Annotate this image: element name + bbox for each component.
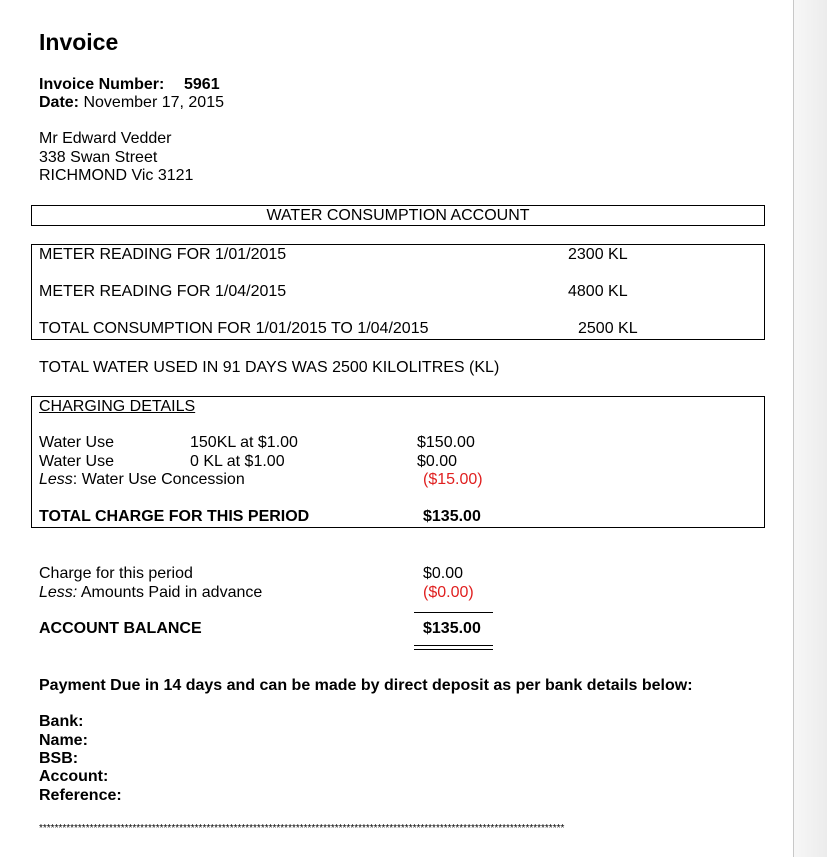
meter-row-value: 2300 KL [568, 246, 628, 263]
invoice-date-label: Date: [39, 94, 80, 111]
paid-label: Amounts Paid in advance [77, 584, 263, 601]
reference-label: Reference: [39, 787, 122, 804]
account-label: Account: [39, 768, 109, 785]
charge-period-amount: $0.00 [423, 565, 464, 582]
charge-row-detail: 0 KL at $1.00 [190, 453, 285, 470]
bank-label: Bank: [39, 713, 84, 730]
meter-row-label: METER READING FOR 1/04/2015 [39, 283, 287, 300]
paid-advance-row [39, 584, 262, 602]
double-rule-bottom [414, 649, 493, 650]
bsb-label: BSB: [39, 750, 79, 767]
total-charge-label: TOTAL CHARGE FOR THIS PERIOD [39, 508, 310, 525]
charge-row-detail: 150KL at $1.00 [190, 434, 298, 451]
invoice-number-value: 5961 [184, 76, 220, 93]
payment-note: Payment Due in 14 days and can be made by direct deposit as per bank details below: [39, 677, 693, 694]
account-balance-amount: $135.00 [423, 620, 481, 637]
total-consumption-value: 2500 KL [578, 320, 638, 337]
double-rule-top [414, 645, 493, 646]
customer-street: 338 Swan Street [39, 149, 158, 166]
separator-line: *************************************************************************************************************************************** [39, 823, 565, 834]
charge-row-amount: $150.00 [417, 434, 475, 451]
concession-row [39, 471, 245, 489]
meter-row-label: METER READING FOR 1/01/2015 [39, 246, 287, 263]
concession-prefix: Less [39, 471, 73, 488]
bank-name-label: Name: [39, 732, 88, 749]
charge-period-label: Charge for this period [39, 565, 193, 582]
charge-row-label: Water Use [39, 453, 114, 470]
invoice-date-value: November 17, 2015 [83, 94, 224, 111]
usage-summary: TOTAL WATER USED IN 91 DAYS WAS 2500 KILOLITRES (KL) [39, 359, 500, 376]
paid-advance-amount: ($0.00) [423, 584, 474, 601]
invoice-number-label: Invoice Number: [39, 76, 165, 93]
viewer-background [794, 0, 827, 857]
concession-amount: ($15.00) [423, 471, 483, 488]
invoice-title: Invoice [39, 29, 119, 55]
concession-label: : Water Use Concession [72, 471, 245, 488]
total-consumption-label: TOTAL CONSUMPTION FOR 1/01/2015 TO 1/04/2015 [39, 320, 429, 337]
account-balance-label: ACCOUNT BALANCE [39, 620, 202, 637]
account-header: WATER CONSUMPTION ACCOUNT [266, 207, 530, 224]
subtotal-rule [414, 612, 493, 613]
paid-prefix: Less: [39, 584, 78, 601]
total-charge-amount: $135.00 [423, 508, 481, 525]
invoice-date [39, 94, 224, 112]
customer-city: RICHMOND Vic 3121 [39, 167, 194, 184]
meter-row-value: 4800 KL [568, 283, 628, 300]
account-header-box [31, 205, 765, 226]
charge-row-label: Water Use [39, 434, 114, 451]
charging-heading: CHARGING DETAILS [39, 398, 196, 415]
charge-row-amount: $0.00 [417, 453, 458, 470]
customer-name: Mr Edward Vedder [39, 130, 172, 147]
